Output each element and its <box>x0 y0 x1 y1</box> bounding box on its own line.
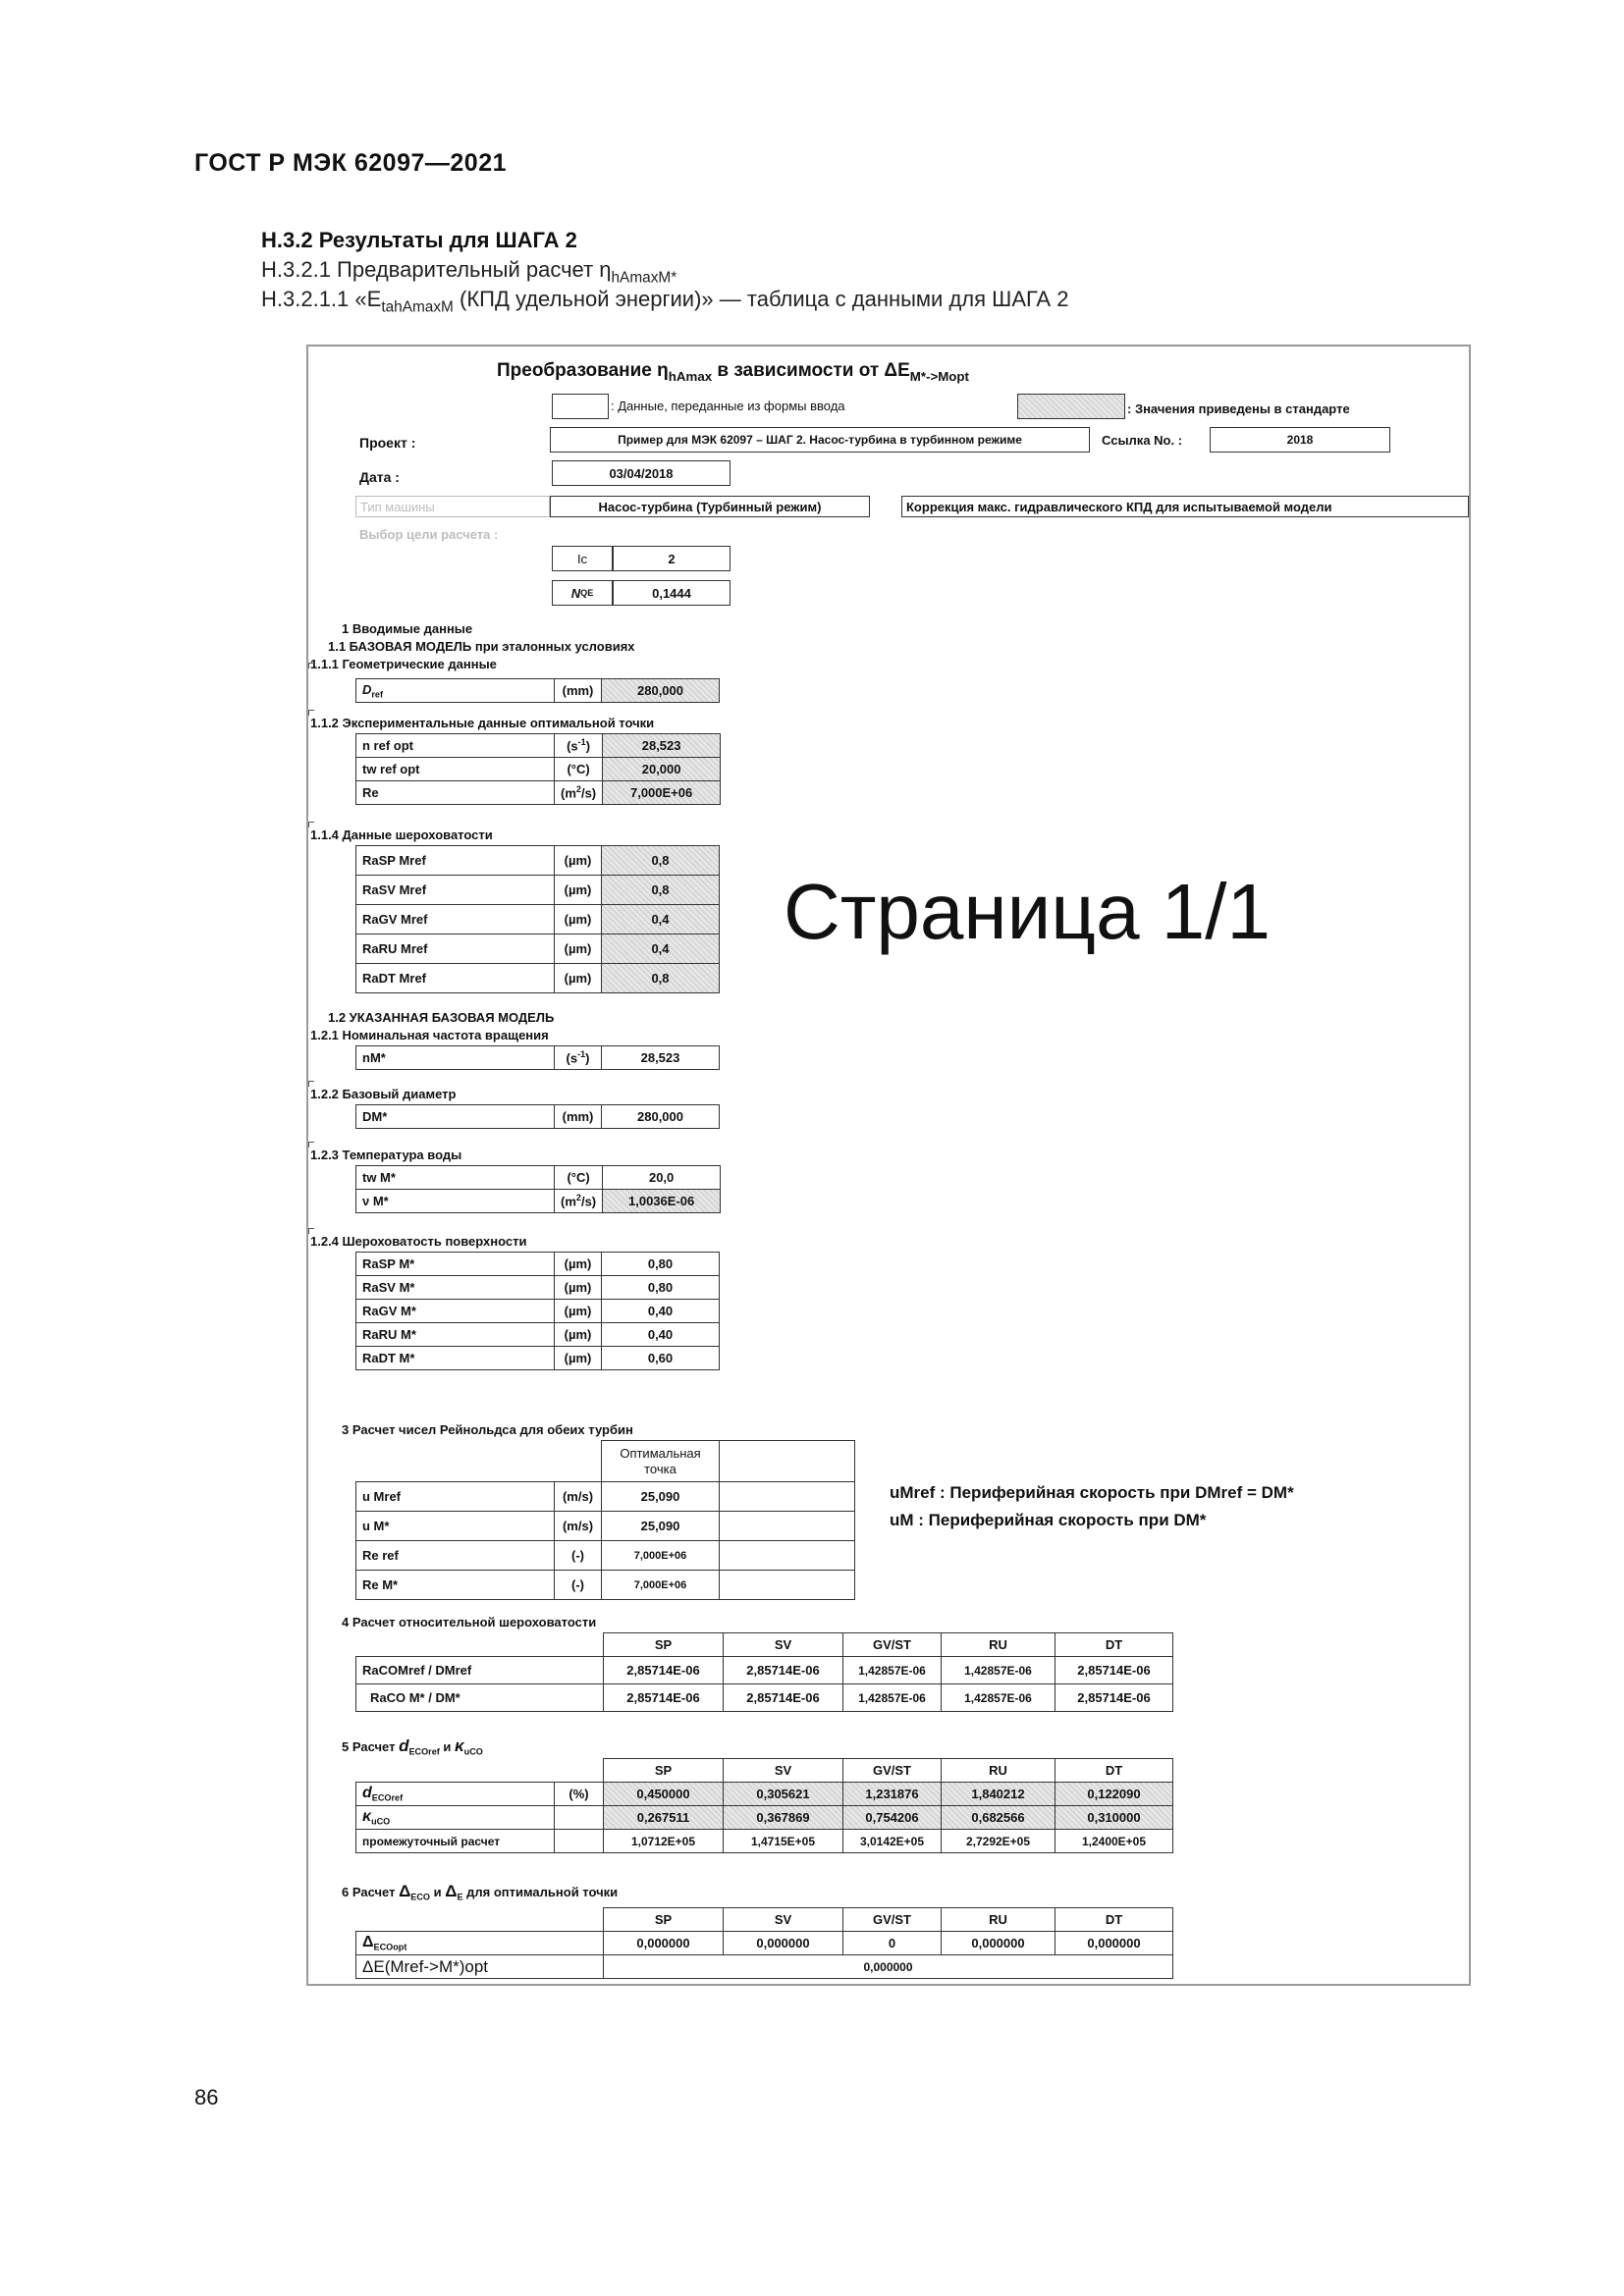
cell-value: 0,754206 <box>843 1806 942 1830</box>
table-row <box>356 1657 1173 1684</box>
rough2-value: 0,60 <box>602 1347 720 1370</box>
table-row <box>356 1633 1173 1657</box>
table-row <box>356 1276 720 1300</box>
table-row <box>356 1955 1173 1979</box>
cell-value: 1,2400E+05 <box>1056 1830 1173 1853</box>
re-value: 7,000E+06 <box>602 1571 720 1600</box>
col-header: DT <box>1056 1633 1173 1657</box>
note-umref: uMref : Периферийная скорость при DMref = DM* <box>890 1483 1294 1502</box>
dref-value: 280,000 <box>602 679 720 703</box>
section-title: Н.3.2 Результаты для ШАГА 2 <box>261 228 577 252</box>
table-row <box>356 1300 720 1323</box>
rough-unit: (µm) <box>555 846 602 876</box>
rough-label: RaGV Mref <box>356 905 555 934</box>
cell-value: 2,85714E-06 <box>604 1657 724 1684</box>
marker-tick <box>308 663 314 668</box>
rough2-label: RaGV M* <box>356 1300 555 1323</box>
cell-value: 2,85714E-06 <box>1056 1684 1173 1712</box>
re-value: 25,090 <box>602 1482 720 1512</box>
nqe-label: N QE <box>552 580 613 606</box>
table-row <box>356 1253 720 1276</box>
cell-value: 0,682566 <box>942 1806 1056 1830</box>
cell-value: 1,42857E-06 <box>942 1684 1056 1712</box>
nu-unit: $(m^2/s)$ <box>555 1190 603 1213</box>
cell-value: 0,000000 <box>724 1932 843 1955</box>
rough2-unit: (µm) <box>555 1276 602 1300</box>
d-eco-label: $d_{ECOref}$ <box>356 1783 555 1806</box>
rough2-unit: (µm) <box>555 1323 602 1347</box>
cell-value: 2,85714E-06 <box>724 1657 843 1684</box>
dm-value: 280,000 <box>602 1105 720 1129</box>
re-unit: (m/s) <box>555 1482 602 1512</box>
section-line-2: Н.3.2.1.1 «$E_{tahAmaxM}$ (КПД удельной энергии)» — таблица с данными для ШАГА 2 <box>261 287 1069 316</box>
section-1-2-2-title: 1.2.2 Базовый диаметр <box>310 1087 457 1101</box>
section-1-1-4-title: 1.1.4 Данные шероховатости <box>310 828 493 842</box>
cell-value: 0,367869 <box>724 1806 843 1830</box>
nm-value: 28,523 <box>602 1046 720 1070</box>
table-row <box>356 1759 1173 1783</box>
cell-value: 1,42857E-06 <box>843 1684 942 1712</box>
dref-label: $D_{ref}$ <box>356 679 555 703</box>
col-header: GV/ST <box>843 1908 942 1932</box>
d-eco-unit: (%) <box>555 1783 604 1806</box>
col-header: RU <box>942 1633 1056 1657</box>
legend-input-swatch <box>552 394 609 419</box>
cell-value: 0,310000 <box>1056 1806 1173 1830</box>
cell-value: 2,85714E-06 <box>1056 1657 1173 1684</box>
cell-value: 0,450000 <box>604 1783 724 1806</box>
section-1-1-1-title: 1.1.1 Геометрические данные <box>310 657 497 671</box>
marker-tick <box>308 1228 314 1234</box>
re-label: u M* <box>356 1512 555 1541</box>
section-4-title: 4 Расчет относительной шероховатости <box>342 1615 597 1629</box>
date-value: 03/04/2018 <box>552 460 731 486</box>
dref-unit: (mm) <box>555 679 602 703</box>
re-label: Re ref <box>356 1541 555 1571</box>
rough2-label: RaSV M* <box>356 1276 555 1300</box>
cell-value: 1,840212 <box>942 1783 1056 1806</box>
table-row <box>356 1482 855 1512</box>
ic-label: Ic <box>552 546 613 571</box>
cell-value: 1,0712E+05 <box>604 1830 724 1853</box>
spreadsheet-panel <box>306 345 1471 1986</box>
date-label: Дата : <box>359 469 400 485</box>
table-row <box>356 781 721 805</box>
table-row <box>356 1166 721 1190</box>
table-row <box>356 1441 855 1482</box>
rough2-unit: (µm) <box>555 1253 602 1276</box>
rough2-value: 0,80 <box>602 1276 720 1300</box>
k-uco-label: $\kappa_{uCO}$ <box>356 1806 555 1830</box>
table-row <box>356 1512 855 1541</box>
page-watermark: Страница 1/1 <box>784 868 1272 955</box>
cell-value: 0 <box>843 1932 942 1955</box>
cell-value: 0,000000 <box>604 1932 724 1955</box>
section-1-1-title: 1.1 БАЗОВАЯ МОДЕЛЬ при эталонных условиях <box>328 639 635 654</box>
exp-unit: (°C) <box>555 758 603 781</box>
nm-label: nM* <box>356 1046 555 1070</box>
roughness-ref-table <box>355 845 720 993</box>
exp-label: Re <box>356 781 555 805</box>
cell-value: 2,7292E+05 <box>942 1830 1056 1853</box>
reynolds-table <box>355 1440 855 1600</box>
re-unit: (-) <box>555 1541 602 1571</box>
nm-table <box>355 1045 720 1070</box>
table-row <box>356 1323 720 1347</box>
rough-unit: (µm) <box>555 964 602 993</box>
rough2-label: RaDT M* <box>356 1347 555 1370</box>
nu-value: 1,0036E-06 <box>603 1190 721 1213</box>
cell-value: 1,42857E-06 <box>942 1657 1056 1684</box>
table-row <box>356 934 720 964</box>
rough2-unit: (µm) <box>555 1300 602 1323</box>
project-value: Пример для МЭК 62097 – ШАГ 2. Насос-турбина в турбинном режиме <box>550 427 1090 453</box>
cell-value: 2,85714E-06 <box>724 1684 843 1712</box>
exp-value: 7,000E+06 <box>603 781 721 805</box>
rough-unit: (µm) <box>555 905 602 934</box>
re-value: 25,090 <box>602 1512 720 1541</box>
marker-tick <box>308 822 314 828</box>
exp-unit: $(s^{-1})$ <box>555 734 603 758</box>
table-row <box>356 1571 855 1600</box>
rough-value: 0,8 <box>602 964 720 993</box>
marker-tick <box>308 1142 314 1148</box>
col-header: SP <box>604 1908 724 1932</box>
rough-value: 0,8 <box>602 846 720 876</box>
cell-value: 1,4715E+05 <box>724 1830 843 1853</box>
rough2-unit: (µm) <box>555 1347 602 1370</box>
section-1-2-4-title: 1.2.4 Шероховатость поверхности <box>310 1234 527 1249</box>
table-row <box>356 846 720 876</box>
re-label: u Mref <box>356 1482 555 1512</box>
d-eco-table <box>355 1758 1173 1853</box>
dref-table <box>355 678 720 703</box>
note-um: uM : Периферийная скорость при DM* <box>890 1511 1207 1529</box>
standard-header: ГОСТ Р МЭК 62097—2021 <box>194 149 508 177</box>
delta-eco-label: $\Delta_{ECOopt}$ <box>356 1932 604 1955</box>
rough-label: RaDT Mref <box>356 964 555 993</box>
delta-eco-table <box>355 1907 1173 1979</box>
ref-label: Ссылка No. : <box>1102 433 1183 448</box>
exp-label: n ref opt <box>356 734 555 758</box>
rough-value: 0,8 <box>602 876 720 905</box>
re-unit: (-) <box>555 1571 602 1600</box>
cell-value: 0,000000 <box>1056 1932 1173 1955</box>
table-row <box>356 1830 1173 1853</box>
table-row <box>356 964 720 993</box>
table-row <box>356 905 720 934</box>
section-1-title: 1 Вводимые данные <box>342 621 473 636</box>
dm-table <box>355 1104 720 1129</box>
section-1-2-title: 1.2 УКАЗАННАЯ БАЗОВАЯ МОДЕЛЬ <box>328 1010 555 1025</box>
dm-label: DM* <box>356 1105 555 1129</box>
water-table <box>355 1165 721 1213</box>
section-1-1-2-title: 1.1.2 Экспериментальные данные оптимальной точки <box>310 716 655 730</box>
rough-label: RaSP Mref <box>356 846 555 876</box>
ic-value: 2 <box>613 546 731 571</box>
rough2-label: RaSP M* <box>356 1253 555 1276</box>
table-row <box>356 1932 1173 1955</box>
section-1-2-1-title: 1.2.1 Номинальная частота вращения <box>310 1028 549 1042</box>
exp-value: 28,523 <box>603 734 721 758</box>
tw-label: tw M* <box>356 1166 555 1190</box>
roughness-m-table <box>355 1252 720 1370</box>
cell-value: 0,000000 <box>942 1932 1056 1955</box>
col-header: GV/ST <box>843 1633 942 1657</box>
opt-header: Оптимальная точка <box>602 1441 720 1482</box>
cell-value: 1,231876 <box>843 1783 942 1806</box>
cell-value: 0,267511 <box>604 1806 724 1830</box>
machine-type-label: Тип машины <box>355 496 550 517</box>
rough-value: 0,4 <box>602 934 720 964</box>
col-header: SP <box>604 1759 724 1783</box>
col-header: GV/ST <box>843 1759 942 1783</box>
tw-value: 20,0 <box>603 1166 721 1190</box>
table-row <box>356 1541 855 1571</box>
re-unit: (m/s) <box>555 1512 602 1541</box>
rough-label: RaSV Mref <box>356 876 555 905</box>
section-5-title: 5 Расчет $d_{ECOref}$ и $\kappa_{uCO}$ <box>342 1736 483 1757</box>
col-header: SP <box>604 1633 724 1657</box>
table-row <box>356 1783 1173 1806</box>
goal-label: Выбор цели расчета : <box>359 527 499 542</box>
legend-std-label: : Значения приведены в стандарте <box>1127 401 1350 416</box>
exp-label: tw ref opt <box>356 758 555 781</box>
page-number: 86 <box>194 2085 219 2109</box>
rough2-value: 0,40 <box>602 1323 720 1347</box>
exp-value: 20,000 <box>603 758 721 781</box>
cell-value: 3,0142E+05 <box>843 1830 942 1853</box>
rough-unit: (µm) <box>555 876 602 905</box>
exp-unit: $(m^2/s)$ <box>555 781 603 805</box>
col-header: DT <box>1056 1759 1173 1783</box>
col-header: DT <box>1056 1908 1173 1932</box>
table-row <box>356 876 720 905</box>
relative-roughness-table <box>355 1632 1173 1712</box>
table-row <box>356 758 721 781</box>
marker-tick <box>308 1081 314 1087</box>
table-row <box>356 1908 1173 1932</box>
correction-label: Коррекция макс. гидравлического КПД для испытываемой модели <box>901 496 1469 517</box>
nu-label: ν M* <box>356 1190 555 1213</box>
col-header: SV <box>724 1759 843 1783</box>
rough2-label: RaRU M* <box>356 1323 555 1347</box>
tw-unit: (°C) <box>555 1166 603 1190</box>
rough-value: 0,4 <box>602 905 720 934</box>
project-label: Проект : <box>359 435 416 451</box>
delta-e-value: 0,000000 <box>604 1955 1173 1979</box>
marker-tick <box>308 710 314 716</box>
rough2-value: 0,80 <box>602 1253 720 1276</box>
intermediate-label: промежуточный расчет <box>356 1830 555 1853</box>
dm-unit: (mm) <box>555 1105 602 1129</box>
delta-e-label: ΔE(Mref->M*)opt <box>356 1955 604 1979</box>
cell-value: 0,305621 <box>724 1783 843 1806</box>
col-header: SV <box>724 1633 843 1657</box>
table-row <box>356 734 721 758</box>
machine-type-value: Насос-турбина (Турбинный режим) <box>550 496 870 517</box>
ref-value: 2018 <box>1210 427 1390 453</box>
nqe-value: 0,1444 <box>613 580 731 606</box>
section-line-1: Н.3.2.1 Предварительный расчет $\eta_{hAmaxM*}$ <box>261 257 677 287</box>
col-header: RU <box>942 1759 1056 1783</box>
row-label: RaCOMref / DMref <box>356 1657 604 1684</box>
rough-unit: (µm) <box>555 934 602 964</box>
cell-value: 1,42857E-06 <box>843 1657 942 1684</box>
table-row <box>356 1190 721 1213</box>
col-header: SV <box>724 1908 843 1932</box>
cell-value: 0,122090 <box>1056 1783 1173 1806</box>
rough2-value: 0,40 <box>602 1300 720 1323</box>
re-label: Re M* <box>356 1571 555 1600</box>
table-row <box>356 1347 720 1370</box>
legend-std-swatch <box>1017 394 1125 419</box>
cell-value: 2,85714E-06 <box>604 1684 724 1712</box>
col-header: RU <box>942 1908 1056 1932</box>
table-row <box>356 1684 1173 1712</box>
exp-table <box>355 733 721 805</box>
nm-unit: $(s^{-1})$ <box>555 1046 602 1070</box>
legend-input-label: : Данные, переданные из формы ввода <box>611 399 845 413</box>
re-value: 7,000E+06 <box>602 1541 720 1571</box>
rough-label: RaRU Mref <box>356 934 555 964</box>
row-label: RaCO M* / DM* <box>356 1684 604 1712</box>
sheet-title: Преобразование $\eta_{hAmax}$ в зависимости от $\Delta E_{M*->Mopt}$ <box>497 360 969 384</box>
section-1-2-3-title: 1.2.3 Температура воды <box>310 1148 462 1162</box>
section-3-title: 3 Расчет чисел Рейнольдса для обеих турбин <box>342 1422 633 1437</box>
section-6-title: 6 Расчет $\Delta_{ECO}$ и $\Delta_E$ для оптимальной точки <box>342 1882 619 1902</box>
table-row <box>356 1806 1173 1830</box>
